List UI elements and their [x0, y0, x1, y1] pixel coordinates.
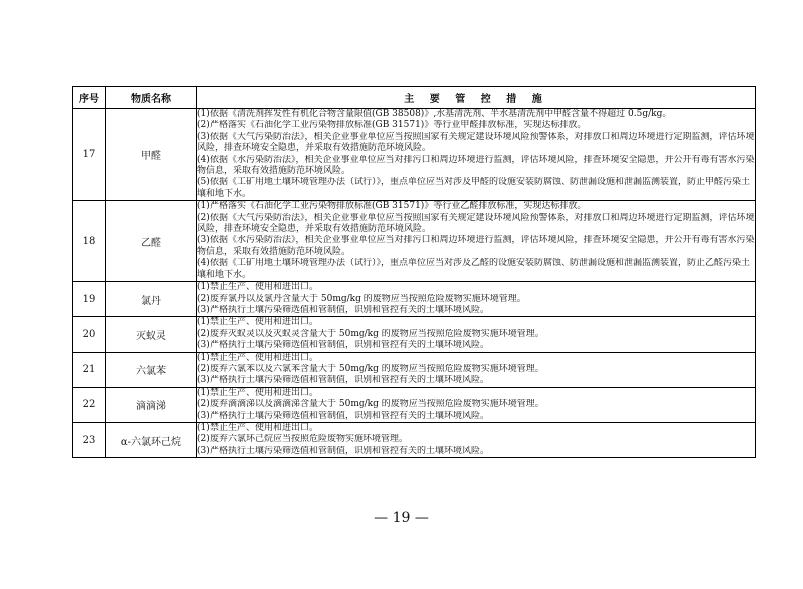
measure-item-text: 禁止生产、使用和进出口。 [210, 422, 319, 433]
measure-item [197, 434, 755, 445]
substance-name: 滴滴涕 [106, 387, 197, 422]
measure-item-text: 严格执行土壤污染筛选值和管制值，识别和管控有关的土壤环境风险。 [210, 340, 490, 351]
substance-name: 六氯苯 [106, 352, 197, 387]
measure-item-number: (3) [197, 235, 210, 246]
measure-item-number: (2) [197, 293, 210, 304]
substance-name: 氯丹 [106, 282, 197, 317]
measures-table [72, 86, 756, 458]
table-body [73, 109, 756, 458]
measure-item-text: 废弃六氯苯以及六氯苯含量大于 50mg/kg 的废物应当按照危险废物实施环境管理。 [210, 363, 544, 374]
measure-item [197, 329, 755, 340]
substance-name: 灭蚁灵 [106, 317, 197, 352]
measure-item-text: 严格落实《石油化学工业污染物排放标准(GB 31571)》等行业甲醛排放标准，实现达标排放。 [210, 120, 587, 131]
measure-item-text: 依据《清洗剂挥发性有机化合物含量限值(GB 38508)》,水基清洗剂、半水基清洗剂中甲醛含量不得超过 0.5g/kg。 [210, 109, 672, 119]
page-number: — 19 — [374, 510, 429, 526]
substance-name: 乙醛 [106, 201, 197, 282]
measure-item [197, 201, 755, 212]
measure-item [197, 132, 755, 155]
measure-item-number: (2) [197, 399, 210, 410]
measure-item-text: 禁止生产、使用和进出口。 [210, 282, 319, 293]
table-row [73, 422, 756, 457]
measure-item-text: 依据《水污染防治法》，相关企业事业单位应当对排污口和周边环境进行监测，评估环境风险，排查环境安全隐患，并公开有毒有害水污染物信息，采取有效措施防范环境风险。 [197, 154, 755, 177]
measure-item-number: (3) [197, 131, 210, 142]
row-number: 18 [73, 201, 106, 282]
measure-item-text: 废弃滴滴涕以及滴滴涕含量大于 50mg/kg 的废物应当按照危险废物实施环境管理。 [210, 399, 544, 410]
measure-item-number: (2) [197, 363, 210, 374]
table-row [73, 282, 756, 317]
measure-item [197, 423, 755, 434]
table-header-row [73, 87, 756, 109]
measure-item [197, 399, 755, 410]
measures-cell [197, 317, 756, 352]
row-number: 19 [73, 282, 106, 317]
measure-item-text: 依据《工矿用地土壤环境管理办法（试行）》，重点单位应当对涉及乙醛的设施安装防腐蚀、防泄漏设施和泄漏监测装置，防止乙醛污染土壤和地下水。 [197, 258, 751, 280]
measure-item-number: (2) [197, 212, 210, 223]
header-no: 序号 [73, 87, 106, 109]
table-row [73, 387, 756, 422]
measure-item-number: (3) [197, 410, 210, 421]
measure-item-text: 依据《水污染防治法》，相关企业事业单位应当对排污口和周边环境进行监测，评估环境风险，排查环境安全隐患，并公开有毒有害水污染物信息，采取有效措施防范环境风险。 [197, 235, 755, 257]
measure-item [197, 364, 755, 375]
measure-item-number: (2) [197, 434, 210, 445]
measure-item [197, 258, 755, 281]
row-number: 20 [73, 317, 106, 352]
measure-item-text: 废弃灭蚁灵以及灭蚁灵含量大于 50mg/kg 的废物应当按照危险废物实施环境管理。 [210, 328, 544, 339]
table-row [73, 317, 756, 352]
measure-item-text: 依据《大气污染防治法》，相关企业事业单位应当按照国家有关规定建设环境风险预警体系，对排放口和周边环境进行定期监测，评估环境风险，排查环境安全隐患，并采取有效措施防范环境风险。 [197, 131, 755, 154]
row-number: 21 [73, 352, 106, 387]
substance-name: 甲醛 [106, 109, 197, 201]
measures-cell [197, 387, 756, 422]
measure-item [197, 375, 755, 386]
measure-item-number: (3) [197, 375, 210, 386]
measure-item [197, 446, 755, 457]
substance-name: α-六氯环己烷 [106, 422, 197, 457]
measure-item-text: 严格落实《石油化学工业污染物排放标准(GB 31571)》等行业乙醛排放标准，实现达标排放。 [210, 201, 587, 212]
measure-item-number: (3) [197, 445, 210, 456]
row-number: 23 [73, 422, 106, 457]
measure-item-number: (2) [197, 328, 210, 339]
measure-item [197, 340, 755, 351]
measure-item-text: 严格执行土壤污染筛选值和管制值，识别和管控有关的土壤环境风险。 [210, 445, 490, 456]
measure-item [197, 177, 755, 200]
measure-item-number: (1) [197, 201, 210, 212]
measure-item [197, 388, 755, 399]
measure-item-text: 禁止生产、使用和进出口。 [210, 317, 319, 328]
header-measures: 主 要 管 控 措 施 [197, 87, 756, 109]
measure-item-text: 严格执行土壤污染筛选值和管制值，识别和管控有关的土壤环境风险。 [210, 410, 490, 421]
header-name: 物质名称 [106, 87, 197, 109]
measure-item-number: (1) [197, 109, 210, 119]
measure-item [197, 305, 755, 316]
measure-item [197, 353, 755, 364]
measure-item-number: (1) [197, 387, 210, 398]
measures-cell [197, 282, 756, 317]
measure-item-number: (1) [197, 317, 210, 328]
measure-item-text: 禁止生产、使用和进出口。 [210, 387, 319, 398]
measure-item [197, 411, 755, 422]
measure-item-text: 严格执行土壤污染筛选值和管制值，识别和管控有关的土壤环境风险。 [210, 304, 490, 315]
measure-item [197, 282, 755, 293]
measure-item-number: (4) [197, 154, 210, 165]
measure-item-text: 严格执行土壤污染筛选值和管制值，识别和管控有关的土壤环境风险。 [210, 375, 490, 386]
measure-item-number: (3) [197, 304, 210, 315]
measure-item-number: (1) [197, 282, 210, 293]
measure-item [197, 155, 755, 178]
measure-item-number: (5) [197, 177, 210, 188]
row-number: 17 [73, 109, 106, 201]
measure-item [197, 213, 755, 236]
table-row [73, 109, 756, 201]
measure-item-text: 禁止生产、使用和进出口。 [210, 352, 319, 363]
measures-cell [197, 422, 756, 457]
measure-item-number: (2) [197, 120, 210, 131]
measure-item-text: 依据《大气污染防治法》，相关企业事业单位应当按照国家有关规定建设环境风险预警体系，对排放口和周边环境进行定期监测，评估环境风险，排查环境安全隐患，并采取有效措施防范环境风险。 [197, 212, 755, 235]
measure-item-number: (3) [197, 340, 210, 351]
measure-item [197, 109, 755, 120]
measure-item-text: 废弃氯丹以及氯丹含量大于 50mg/kg 的废物应当按照危险废物实施环境管理。 [210, 293, 526, 304]
measure-item [197, 235, 755, 258]
table-row [73, 352, 756, 387]
measure-item [197, 294, 755, 305]
measures-cell [197, 201, 756, 282]
measure-item-number: (1) [197, 352, 210, 363]
measure-item-text: 废弃六氯环己烷应当按照危险废物实施环境管理。 [210, 434, 409, 445]
row-number: 22 [73, 387, 106, 422]
measure-item [197, 317, 755, 328]
measure-item-number: (4) [197, 258, 210, 269]
measures-cell [197, 352, 756, 387]
table-row [73, 201, 756, 282]
measures-cell [197, 109, 756, 201]
measure-item-number: (1) [197, 422, 210, 433]
measure-item-text: 依据《工矿用地土壤环境管理办法（试行）》，重点单位应当对涉及甲醛的设施安装防腐蚀、防泄漏设施和泄漏监测装置，防止甲醛污染土壤和地下水。 [197, 177, 751, 199]
measure-item [197, 120, 755, 131]
